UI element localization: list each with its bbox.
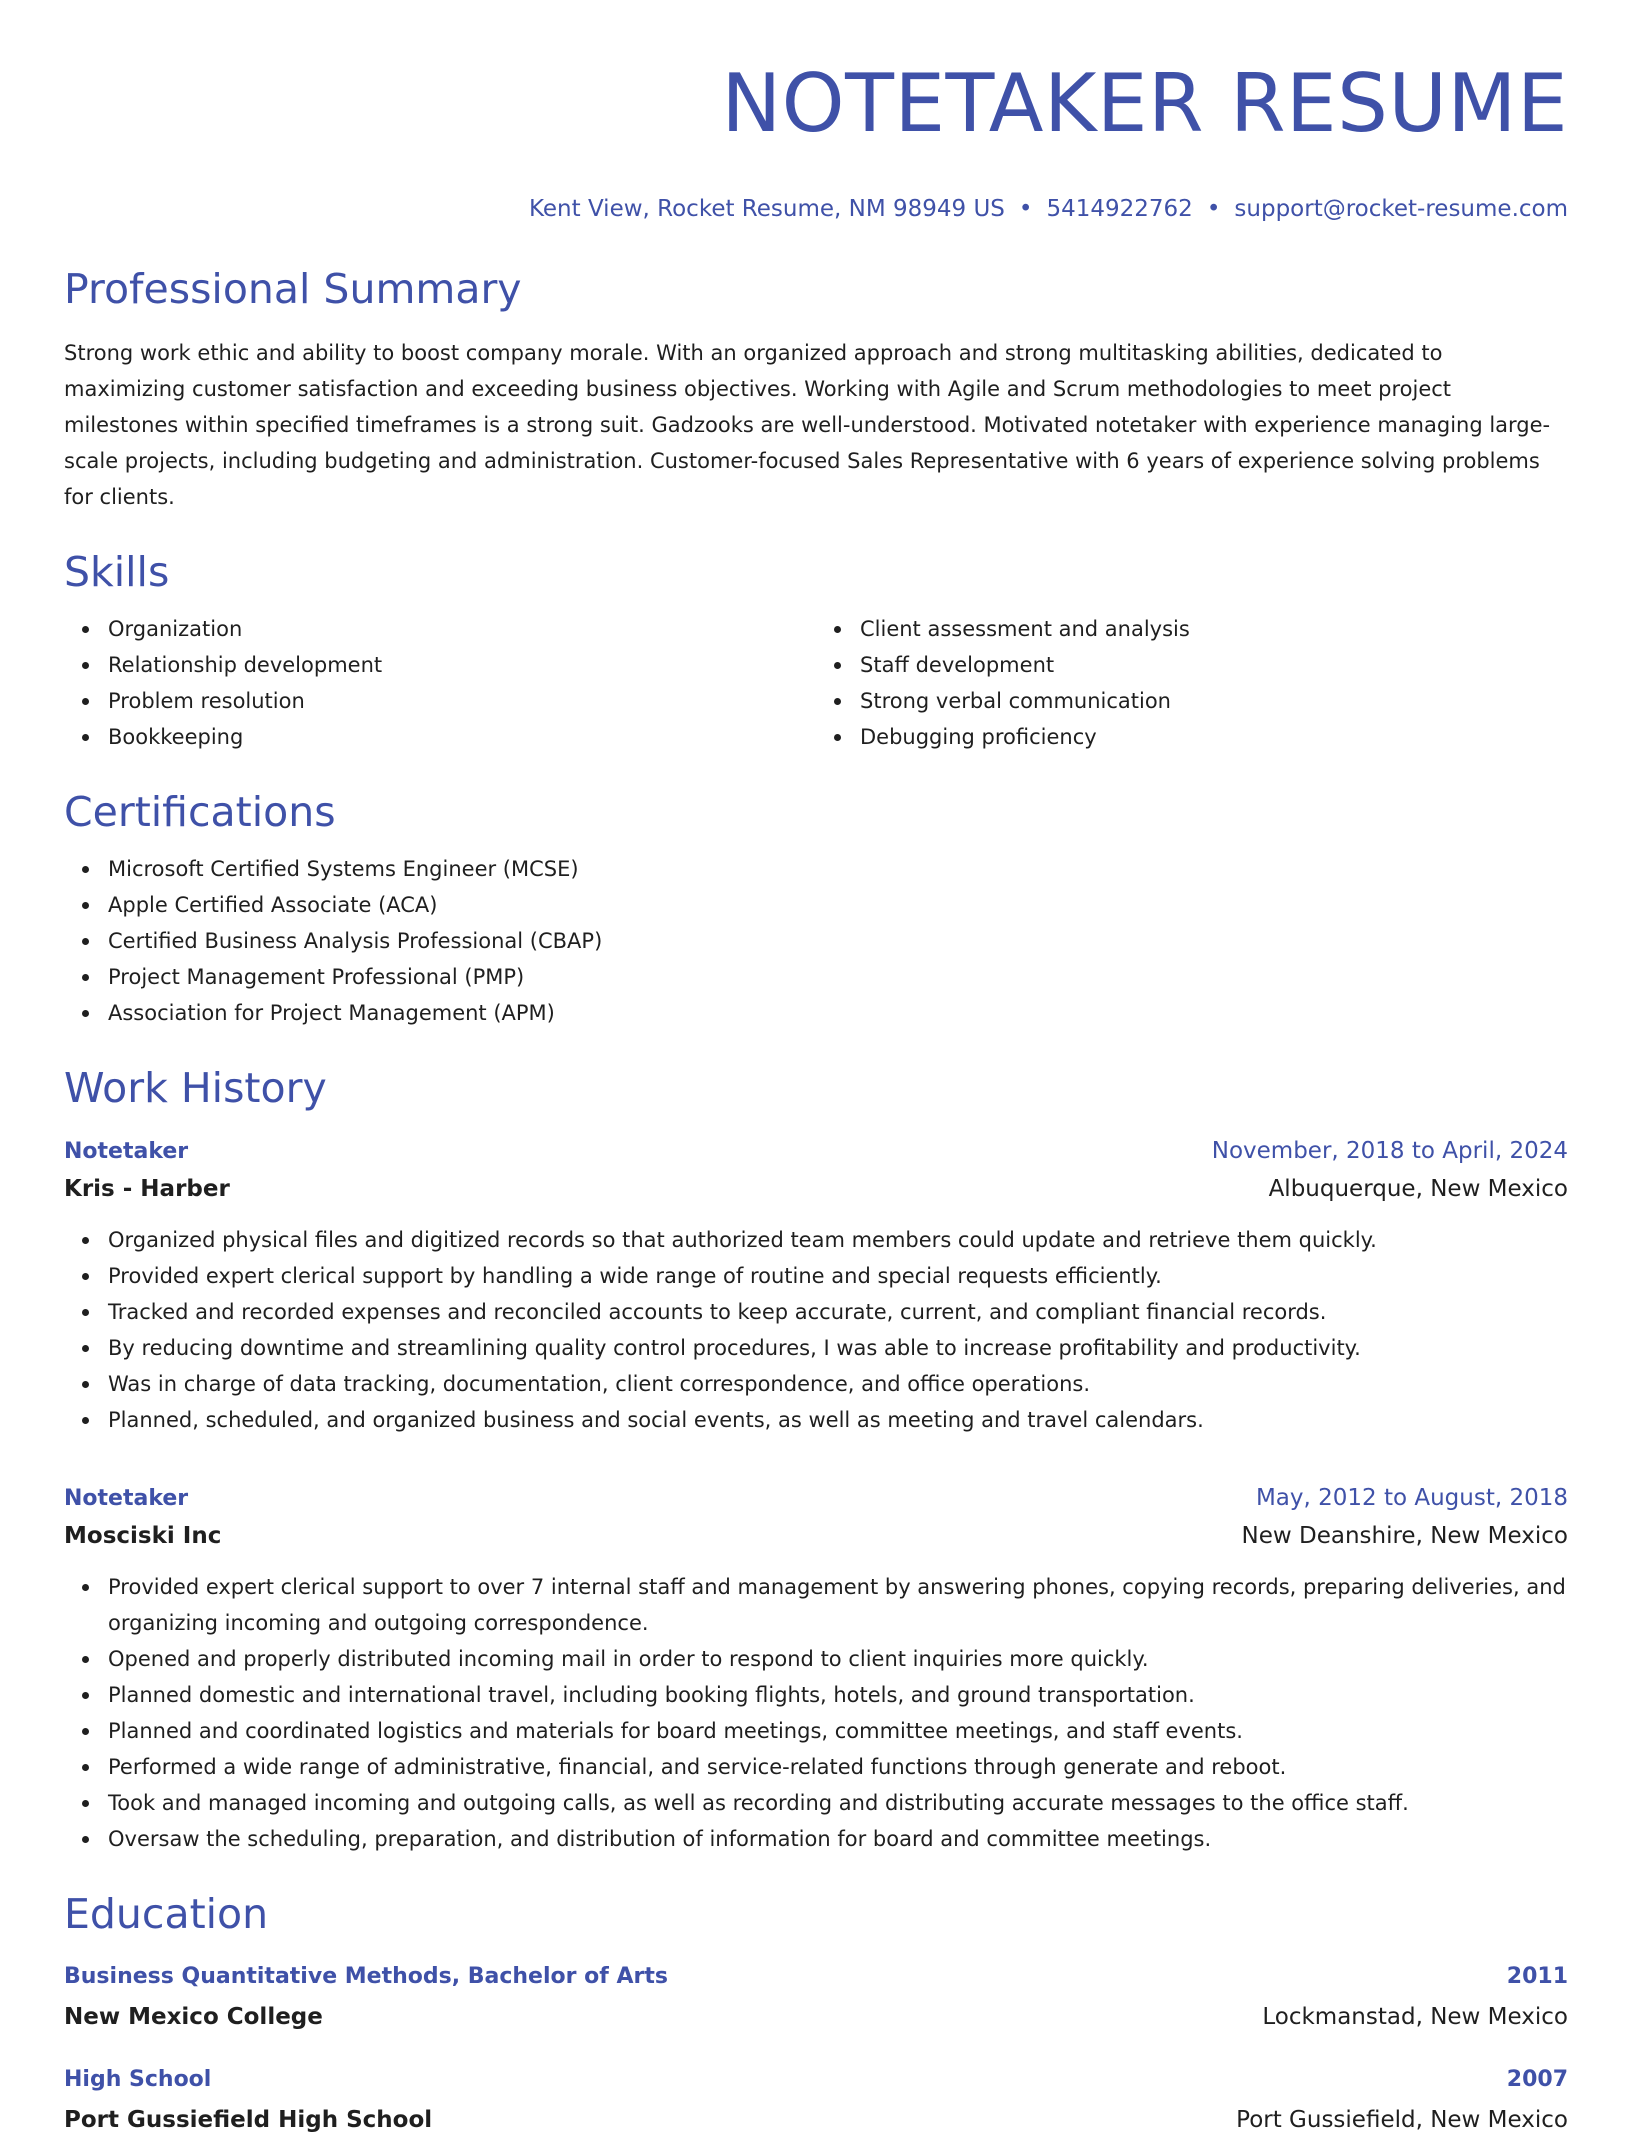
list-item: Opened and properly distributed incoming mail in order to respond to client inquiries more quickly. bbox=[108, 1641, 1568, 1677]
job-location: Albuquerque, New Mexico bbox=[1268, 1176, 1568, 1202]
contact-email: support@rocket-resume.com bbox=[1234, 196, 1568, 222]
list-item: Problem resolution bbox=[108, 683, 816, 719]
section-title-skills: Skills bbox=[64, 548, 170, 596]
list-item: Strong verbal communication bbox=[860, 683, 1568, 719]
list-item: Provided expert clerical support to over 7 internal staff and management by answering phones, copying records, preparing deliveries, and organizing incoming and outgoing correspondence. bbox=[108, 1569, 1568, 1641]
list-item: Certified Business Analysis Professional (CBAP) bbox=[108, 923, 1568, 959]
list-item: Bookkeeping bbox=[108, 719, 816, 755]
list-item: Oversaw the scheduling, preparation, and distribution of information for board and committee meetings. bbox=[108, 1821, 1568, 1857]
contact-phone: 5414922762 bbox=[1046, 196, 1193, 222]
job-entry bbox=[64, 1133, 1568, 1438]
contact-line bbox=[64, 194, 1568, 224]
job-location: New Deanshire, New Mexico bbox=[1241, 1523, 1568, 1549]
list-item: Association for Project Management (APM) bbox=[108, 995, 1568, 1031]
list-item: Client assessment and analysis bbox=[860, 611, 1568, 647]
job-company: Kris - Harber bbox=[64, 1176, 230, 1202]
resume-header bbox=[64, 56, 1568, 224]
section-title-education: Education bbox=[64, 1890, 269, 1938]
list-item: Organization bbox=[108, 611, 816, 647]
contact-separator: • bbox=[1018, 196, 1033, 222]
resume-title: NOTETAKER RESUME bbox=[721, 57, 1568, 150]
skills-grid bbox=[64, 597, 1568, 755]
list-item: Planned and coordinated logistics and materials for board meetings, committee meetings, and staff events. bbox=[108, 1713, 1568, 1749]
list-item: Took and managed incoming and outgoing calls, as well as recording and distributing accurate messages to the office staff. bbox=[108, 1785, 1568, 1821]
contact-address: Kent View, Rocket Resume, NM 98949 US bbox=[528, 196, 1005, 222]
job-company: Mosciski Inc bbox=[64, 1523, 222, 1549]
list-item: Staff development bbox=[860, 647, 1568, 683]
job-bullets bbox=[64, 1222, 1568, 1438]
education-section bbox=[64, 1889, 1568, 2139]
education-school: New Mexico College bbox=[64, 2004, 323, 2030]
job-entry bbox=[64, 1480, 1568, 1857]
section-title-summary: Professional Summary bbox=[64, 265, 522, 313]
education-school: Port Gussiefield High School bbox=[64, 2107, 433, 2133]
list-item: Organized physical files and digitized records so that authorized team members could update and retrieve them quickly. bbox=[108, 1222, 1568, 1258]
list-item: By reducing downtime and streamlining quality control procedures, I was able to increase profitability and productivity. bbox=[108, 1330, 1568, 1366]
education-degree: High School bbox=[64, 2067, 212, 2092]
skills-section bbox=[64, 547, 1568, 755]
education-year: 2007 bbox=[1506, 2067, 1568, 2092]
list-item: Apple Certified Associate (ACA) bbox=[108, 887, 1568, 923]
certifications-list bbox=[64, 851, 1568, 1031]
list-item: Performed a wide range of administrative, financial, and service-related functions through generate and reboot. bbox=[108, 1749, 1568, 1785]
certifications-section bbox=[64, 787, 1568, 1031]
list-item: Microsoft Certified Systems Engineer (MCSE) bbox=[108, 851, 1568, 887]
section-title-work-history: Work History bbox=[64, 1064, 327, 1112]
education-location: Lockmanstad, New Mexico bbox=[1262, 2004, 1568, 2030]
education-entry bbox=[64, 2062, 1568, 2139]
list-item: Planned, scheduled, and organized business and social events, as well as meeting and travel calendars. bbox=[108, 1402, 1568, 1438]
section-title-certifications: Certifications bbox=[64, 788, 336, 836]
summary-section bbox=[64, 264, 1568, 515]
list-item: Provided expert clerical support by handling a wide range of routine and special requests efficiently. bbox=[108, 1258, 1568, 1294]
list-item: Planned domestic and international travel, including booking flights, hotels, and ground transportation. bbox=[108, 1677, 1568, 1713]
education-entry bbox=[64, 1959, 1568, 2036]
job-bullets bbox=[64, 1569, 1568, 1857]
job-dates: May, 2012 to August, 2018 bbox=[1255, 1485, 1568, 1511]
job-dates: November, 2018 to April, 2024 bbox=[1211, 1138, 1568, 1164]
contact-separator: • bbox=[1206, 196, 1221, 222]
education-year: 2011 bbox=[1506, 1964, 1568, 1989]
skills-list-left bbox=[64, 611, 816, 755]
list-item: Project Management Professional (PMP) bbox=[108, 959, 1568, 995]
job-title: Notetaker bbox=[64, 1486, 189, 1511]
skills-list-right bbox=[816, 611, 1568, 755]
education-degree: Business Quantitative Methods, Bachelor of Arts bbox=[64, 1964, 668, 1989]
education-location: Port Gussiefield, New Mexico bbox=[1236, 2107, 1568, 2133]
list-item: Tracked and recorded expenses and reconciled accounts to keep accurate, current, and compliant financial records. bbox=[108, 1294, 1568, 1330]
list-item: Debugging proficiency bbox=[860, 719, 1568, 755]
list-item: Was in charge of data tracking, documentation, client correspondence, and office operations. bbox=[108, 1366, 1568, 1402]
summary-text: Strong work ethic and ability to boost company morale. With an organized approach and strong multitasking abilities, dedicated to maximizing customer satisfaction and exceeding business objectives. Working with Agile and Scrum methodologies to meet project milestones within specified timeframes is a strong suit. Gadzooks are well-understood. Motivated notetaker with experience managing large-scale projects, including budgeting and administration. Customer-focused Sales Representative with 6 years of experience solving problems for clients. bbox=[64, 341, 1551, 509]
work-history-section bbox=[64, 1063, 1568, 1857]
list-item: Relationship development bbox=[108, 647, 816, 683]
job-title: Notetaker bbox=[64, 1139, 189, 1164]
